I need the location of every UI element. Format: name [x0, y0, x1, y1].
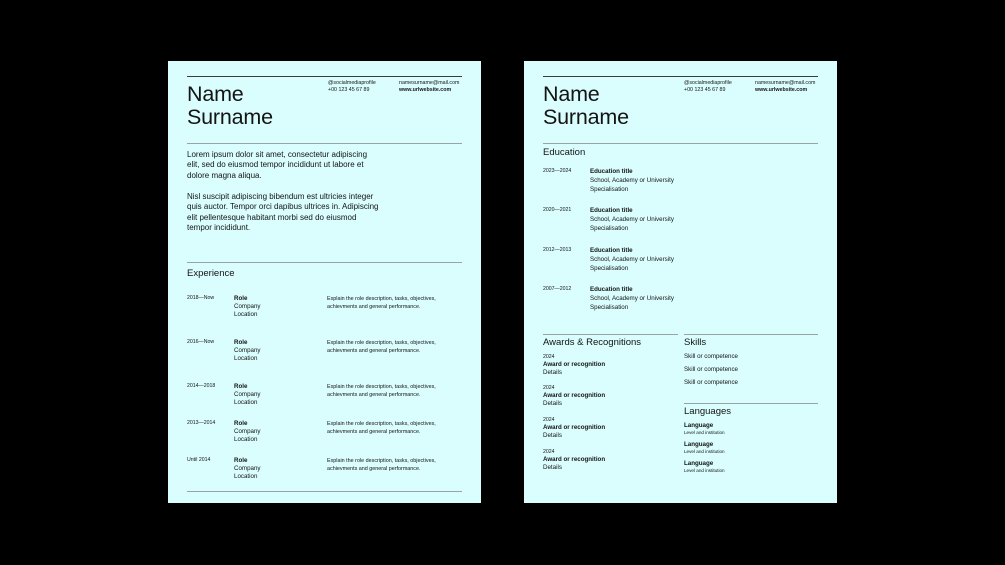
education-title-text: Education title: [590, 286, 633, 293]
experience-role-block: [234, 420, 260, 443]
education-item: [543, 247, 823, 277]
experience-description: Explain the role description, tasks, objectives, achievments and general performance.: [327, 421, 436, 435]
awards-divider: [543, 334, 678, 335]
header-divider: [543, 143, 818, 144]
contact-email-web: [399, 80, 459, 93]
experience-role: Role: [234, 339, 248, 346]
award-details: Details: [543, 399, 562, 407]
contact-social-phone: [328, 80, 376, 93]
experience-company: Company: [234, 427, 261, 435]
experience-date: 2013—2014: [187, 420, 216, 426]
experience-date: 2016—Now: [187, 339, 215, 345]
website-url: www.urlwebsite.com: [755, 86, 808, 93]
language-level: Level and institution: [684, 429, 725, 435]
education-info: [590, 286, 674, 312]
education-title-text: Education title: [590, 168, 633, 175]
experience-title: Experience: [187, 268, 235, 279]
experience-company: Company: [234, 302, 261, 310]
skill-item: Skill or competence: [684, 366, 738, 373]
experience-role: Role: [234, 383, 248, 390]
experience-company: Company: [234, 464, 261, 472]
award-item: [543, 449, 673, 471]
education-school: School, Academy or University: [590, 215, 674, 223]
education-title: Education: [543, 147, 586, 158]
contact-email-web: [755, 80, 815, 93]
resume-page-2: [524, 61, 837, 503]
candidate-name: [543, 83, 629, 129]
experience-location: Location: [234, 354, 258, 362]
award-item: [543, 417, 673, 439]
experience-description: Explain the role description, tasks, objectives, achievments and general performance.: [327, 296, 436, 310]
experience-item: [187, 295, 467, 325]
award-name: Award or recognition: [543, 456, 606, 464]
experience-description: Explain the role description, tasks, objectives, achievments and general performance.: [327, 458, 436, 472]
skills-divider: [684, 334, 818, 335]
award-details: Details: [543, 463, 562, 471]
education-date: 2020—2021: [543, 207, 572, 213]
experience-description: Explain the role description, tasks, objectives, achievments and general performance.: [327, 340, 436, 354]
experience-date: 2018—Now: [187, 295, 215, 301]
language-item: [684, 423, 725, 435]
education-item: [543, 207, 823, 237]
experience-location: Location: [234, 472, 258, 480]
experience-item: [187, 420, 467, 450]
education-school: School, Academy or University: [590, 294, 674, 302]
language-name: Language: [684, 460, 714, 467]
phone-number: +00 123 45 67 89: [328, 86, 370, 93]
experience-role: Role: [234, 420, 248, 427]
experience-location: Location: [234, 398, 258, 406]
experience-company: Company: [234, 390, 261, 398]
education-specialisation: Specialisation: [590, 224, 629, 232]
name-line-2: Surname: [187, 105, 273, 129]
award-details: Details: [543, 368, 562, 376]
social-handle: @socialmediaprofile: [684, 80, 732, 86]
education-date: 2023—2024: [543, 168, 572, 174]
experience-role-block: [234, 457, 260, 480]
education-info: [590, 247, 674, 273]
award-name: Award or recognition: [543, 361, 606, 369]
experience-description: Explain the role description, tasks, objectives, achievments and general performance.: [327, 384, 436, 398]
experience-role: Role: [234, 457, 248, 464]
language-level: Level and institution: [684, 448, 725, 454]
bottom-rule: [187, 491, 462, 492]
award-name: Award or recognition: [543, 424, 606, 432]
education-specialisation: Specialisation: [590, 264, 629, 272]
education-date: 2007—2012: [543, 286, 572, 292]
awards-title: Awards & Recognitions: [543, 337, 642, 348]
award-year: 2024: [543, 385, 555, 391]
education-school: School, Academy or University: [590, 255, 674, 263]
intro-divider: [187, 262, 462, 263]
name-line-1: Name: [187, 82, 244, 106]
education-info: [590, 168, 674, 194]
contact-social-phone: [684, 80, 732, 93]
education-item: [543, 286, 823, 316]
website-url: www.urlwebsite.com: [399, 86, 452, 93]
name-line-1: Name: [543, 82, 600, 106]
top-rule: [187, 76, 462, 77]
languages-title: Languages: [684, 406, 732, 417]
social-handle: @socialmediaprofile: [328, 80, 376, 86]
experience-company: Company: [234, 346, 261, 354]
experience-role: Role: [234, 295, 248, 302]
language-item: [684, 461, 725, 473]
experience-item: [187, 457, 467, 487]
intro-paragraph-2: Nisl suscipit adipiscing bibendum est ultricies integer quis auctor. Tempor orci dapibus ultrices in. Adipiscing elit pellentesque habitant morbi sed do eiusmod tempor incididunt.: [187, 192, 379, 232]
phone-number: +00 123 45 67 89: [684, 86, 726, 93]
education-school: School, Academy or University: [590, 176, 674, 184]
award-name: Award or recognition: [543, 392, 606, 400]
language-item: [684, 442, 725, 454]
experience-role-block: [234, 383, 260, 406]
language-name: Language: [684, 422, 714, 429]
resume-page-1: [168, 61, 481, 503]
award-year: 2024: [543, 449, 555, 455]
award-year: 2024: [543, 354, 555, 360]
header-divider: [187, 143, 462, 144]
top-rule: [543, 76, 818, 77]
language-name: Language: [684, 441, 714, 448]
education-specialisation: Specialisation: [590, 185, 629, 193]
education-title-text: Education title: [590, 247, 633, 254]
experience-location: Location: [234, 310, 258, 318]
award-item: [543, 385, 673, 407]
skill-item: Skill or competence: [684, 379, 738, 386]
education-title-text: Education title: [590, 207, 633, 214]
experience-role-block: [234, 295, 260, 318]
award-year: 2024: [543, 417, 555, 423]
experience-item: [187, 339, 467, 369]
intro-paragraph-1: Lorem ipsum dolor sit amet, consectetur adipiscing elit, sed do eiusmod tempor incididunt ut labore et dolore magna aliqua.: [187, 150, 368, 180]
education-specialisation: Specialisation: [590, 303, 629, 311]
languages-divider: [684, 403, 818, 404]
education-info: [590, 207, 674, 233]
skills-title: Skills: [684, 337, 707, 348]
award-details: Details: [543, 431, 562, 439]
email-address: namesurname@mail.com: [399, 80, 460, 86]
experience-role-block: [234, 339, 260, 362]
experience-date: 2014—2018: [187, 383, 216, 389]
name-line-2: Surname: [543, 105, 629, 129]
education-item: [543, 168, 823, 198]
experience-location: Location: [234, 435, 258, 443]
experience-date: Until 2014: [187, 457, 211, 463]
skill-item: Skill or competence: [684, 353, 738, 360]
language-level: Level and institution: [684, 467, 725, 473]
email-address: namesurname@mail.com: [755, 80, 816, 86]
award-item: [543, 354, 673, 376]
experience-item: [187, 383, 467, 413]
candidate-name: [187, 83, 273, 129]
education-date: 2012—2013: [543, 247, 572, 253]
